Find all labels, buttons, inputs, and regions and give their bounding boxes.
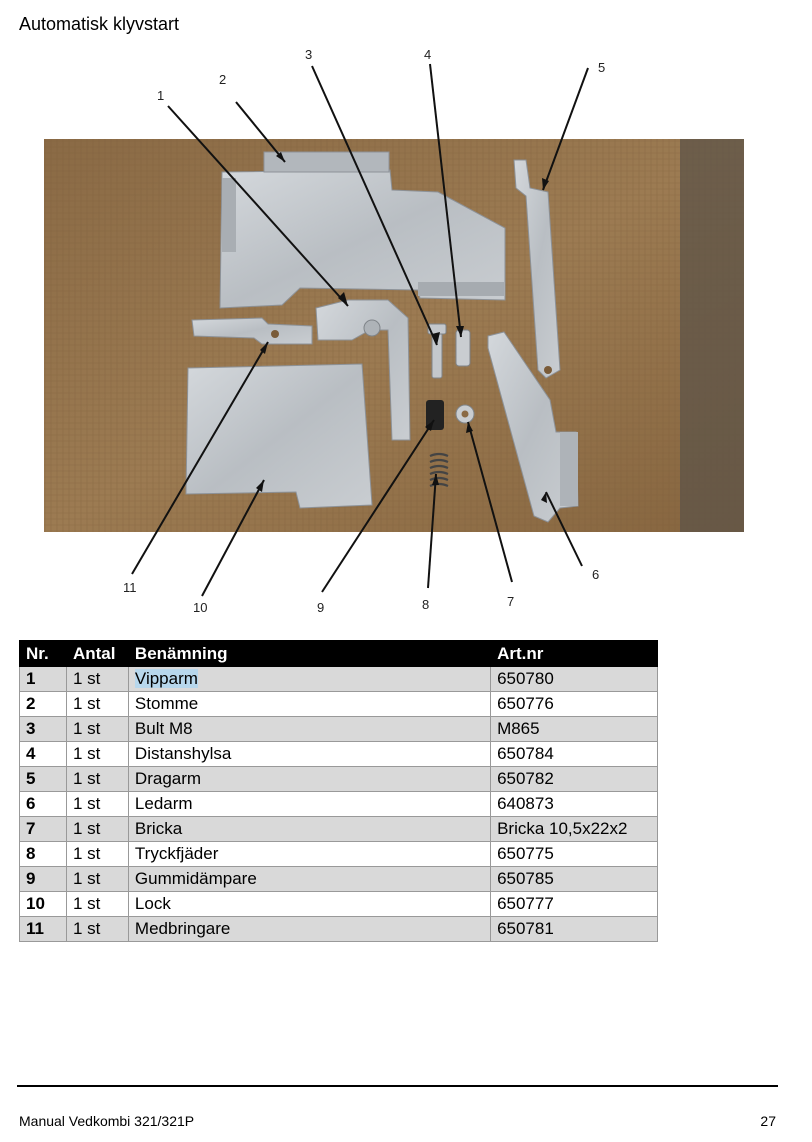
cell-benamning: Lock	[128, 892, 490, 917]
cell-antal: 1 st	[66, 842, 128, 867]
cell-artnr: 650776	[491, 692, 658, 717]
callout-1: 1	[157, 88, 165, 103]
footer-manual-title: Manual Vedkombi 321/321P	[19, 1113, 195, 1129]
cell-antal: 1 st	[66, 667, 128, 692]
selected-text[interactable]: Vipparm	[134, 669, 198, 688]
cell-artnr: 650782	[491, 767, 658, 792]
callout-3: 3	[305, 47, 313, 62]
cell-nr: 1	[20, 667, 67, 692]
cell-nr: 6	[20, 792, 67, 817]
callout-11: 11	[123, 580, 137, 595]
cell-benamning: Medbringare	[128, 917, 490, 942]
cell-benamning: Distanshylsa	[128, 742, 490, 767]
cell-artnr: 650780	[491, 667, 658, 692]
callout-8: 8	[422, 597, 430, 612]
callout-9: 9	[317, 600, 325, 615]
table-row	[20, 867, 658, 892]
header-antal: Antal	[66, 641, 128, 667]
cell-antal: 1 st	[66, 817, 128, 842]
cell-nr: 7	[20, 817, 67, 842]
cell-benamning: Stomme	[128, 692, 490, 717]
cell-antal: 1 st	[66, 742, 128, 767]
callout-4: 4	[424, 47, 432, 62]
cell-benamning: Dragarm	[128, 767, 490, 792]
callout-5: 5	[598, 60, 606, 75]
cell-benamning: Bricka	[128, 817, 490, 842]
footer-divider	[17, 1085, 778, 1087]
cell-antal: 1 st	[66, 892, 128, 917]
header-nr: Nr.	[20, 641, 67, 667]
table-row	[20, 667, 658, 692]
table-row	[20, 792, 658, 817]
cell-artnr: 650784	[491, 742, 658, 767]
cell-nr: 8	[20, 842, 67, 867]
table-row	[20, 842, 658, 867]
cell-nr: 11	[20, 917, 67, 942]
callout-10: 10	[193, 600, 208, 615]
table-header-row	[20, 641, 658, 667]
page-title: Automatisk klyvstart	[19, 14, 180, 34]
callout-2: 2	[219, 72, 227, 87]
cell-artnr: 650781	[491, 917, 658, 942]
cell-nr: 10	[20, 892, 67, 917]
photo	[44, 139, 744, 532]
table-row	[20, 892, 658, 917]
table-row	[20, 767, 658, 792]
cell-nr: 5	[20, 767, 67, 792]
cell-artnr: 640873	[491, 792, 658, 817]
header-benamning: Benämning	[128, 641, 490, 667]
table-row	[20, 742, 658, 767]
callout-6: 6	[592, 567, 600, 582]
page-number: 27	[760, 1113, 776, 1129]
table-row	[20, 817, 658, 842]
cell-benamning: Ledarm	[128, 792, 490, 817]
cell-artnr: 650775	[491, 842, 658, 867]
table-row	[20, 692, 658, 717]
cell-antal: 1 st	[66, 767, 128, 792]
cell-antal: 1 st	[66, 792, 128, 817]
cell-nr: 2	[20, 692, 67, 717]
cell-nr: 9	[20, 867, 67, 892]
cell-artnr: M865	[491, 717, 658, 742]
callout-7: 7	[507, 594, 515, 609]
cell-antal: 1 st	[66, 692, 128, 717]
cell-antal: 1 st	[66, 717, 128, 742]
cell-artnr: Bricka 10,5x22x2	[491, 817, 658, 842]
parts-photo-diagram	[0, 40, 812, 620]
cell-nr: 3	[20, 717, 67, 742]
cell-antal: 1 st	[66, 917, 128, 942]
parts-figure	[0, 40, 812, 620]
parts-table	[19, 640, 658, 942]
cell-benamning: Tryckfjäder	[128, 842, 490, 867]
table-row	[20, 917, 658, 942]
cell-artnr: 650785	[491, 867, 658, 892]
header-artnr: Art.nr	[491, 641, 658, 667]
cell-benamning: Gummidämpare	[128, 867, 490, 892]
table-row	[20, 717, 658, 742]
cell-benamning: Bult M8	[128, 717, 490, 742]
cell-antal: 1 st	[66, 867, 128, 892]
cell-artnr: 650777	[491, 892, 658, 917]
cell-benamning	[128, 667, 490, 692]
cell-nr: 4	[20, 742, 67, 767]
